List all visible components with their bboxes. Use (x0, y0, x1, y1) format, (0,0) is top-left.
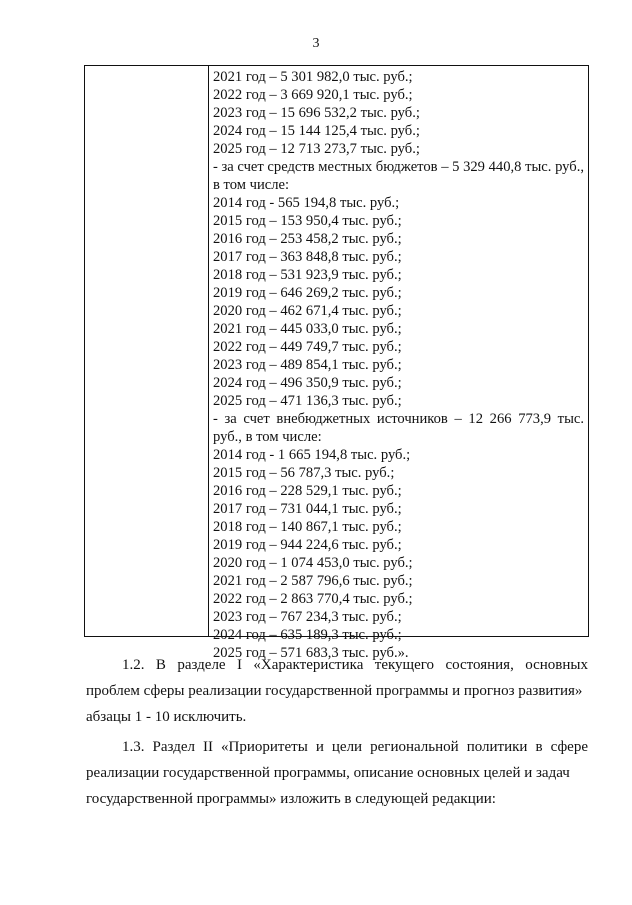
table-line: 2018 год – 531 923,9 тыс. руб.; (213, 267, 402, 283)
table-left-cell (85, 66, 209, 636)
table-line: 2018 год – 140 867,1 тыс. руб.; (213, 519, 402, 535)
table-line: 2023 год – 767 234,3 тыс. руб.; (213, 609, 402, 625)
table-line: 2014 год - 1 665 194,8 тыс. руб.; (213, 447, 411, 463)
table-line: 2021 год – 5 301 982,0 тыс. руб.; (213, 69, 413, 85)
table-line: 2017 год – 731 044,1 тыс. руб.; (213, 501, 402, 517)
paragraph-line: государственной программы» изложить в следующей редакции: (86, 791, 496, 807)
table-line: 2021 год – 2 587 796,6 тыс. руб.; (213, 573, 413, 589)
funding-table (84, 65, 589, 661)
table-right-cell (209, 66, 588, 661)
paragraph-1-2 (86, 652, 588, 730)
table-line: 2024 год – 15 144 125,4 тыс. руб.; (213, 123, 420, 139)
table-line: 2022 год – 449 749,7 тыс. руб.; (213, 339, 402, 355)
table-line: 2025 год – 571 683,3 тыс. руб.». (213, 645, 409, 661)
table-line: - за счет внебюджетных источников – 12 266 773,9 тыс. (213, 411, 584, 427)
table-line: 2015 год – 153 950,4 тыс. руб.; (213, 213, 402, 229)
table-line: 2025 год – 471 136,3 тыс. руб.; (213, 393, 402, 409)
table-line: 2023 год – 489 854,1 тыс. руб.; (213, 357, 402, 373)
paragraph-line: проблем сферы реализации государственной программы и прогноз развития» (86, 683, 583, 699)
table-line: 2017 год – 363 848,8 тыс. руб.; (213, 249, 402, 265)
table-line: 2019 год – 944 224,6 тыс. руб.; (213, 537, 402, 553)
table-line: 2021 год – 445 033,0 тыс. руб.; (213, 321, 402, 337)
paragraph-line: абзацы 1 - 10 исключить. (86, 709, 247, 725)
table-line: 2023 год – 15 696 532,2 тыс. руб.; (213, 105, 420, 121)
table-line: в том числе: (213, 177, 290, 193)
table-line: 2024 год – 635 189,3 тыс. руб.; (213, 627, 402, 643)
table-line: руб., в том числе: (213, 429, 322, 445)
table-line: 2022 год – 2 863 770,4 тыс. руб.; (213, 591, 413, 607)
table-line: 2016 год – 253 458,2 тыс. руб.; (213, 231, 402, 247)
table-line: 2020 год – 462 671,4 тыс. руб.; (213, 303, 402, 319)
paragraph-line: реализации государственной программы, описание основных целей и задач (86, 765, 570, 781)
paragraph-line: 1.2. В разделе I «Характеристика текущего состояния, основных (122, 657, 588, 673)
paragraph-1-3 (86, 734, 588, 812)
table-line: 2019 год – 646 269,2 тыс. руб.; (213, 285, 402, 301)
paragraph-line: 1.3. Раздел II «Приоритеты и цели региональной политики в сфере (122, 739, 588, 755)
table-line: 2016 год – 228 529,1 тыс. руб.; (213, 483, 402, 499)
table-line: 2020 год – 1 074 453,0 тыс. руб.; (213, 555, 413, 571)
table-line: 2014 год - 565 194,8 тыс. руб.; (213, 195, 400, 211)
table-line: 2022 год – 3 669 920,1 тыс. руб.; (213, 87, 413, 103)
page-number: 3 (312, 36, 320, 51)
table-line: - за счет средств местных бюджетов – 5 329 440,8 тыс. руб., (213, 159, 584, 175)
table-line: 2025 год – 12 713 273,7 тыс. руб.; (213, 141, 420, 157)
table-line: 2015 год – 56 787,3 тыс. руб.; (213, 465, 395, 481)
table-line: 2024 год – 496 350,9 тыс. руб.; (213, 375, 402, 391)
